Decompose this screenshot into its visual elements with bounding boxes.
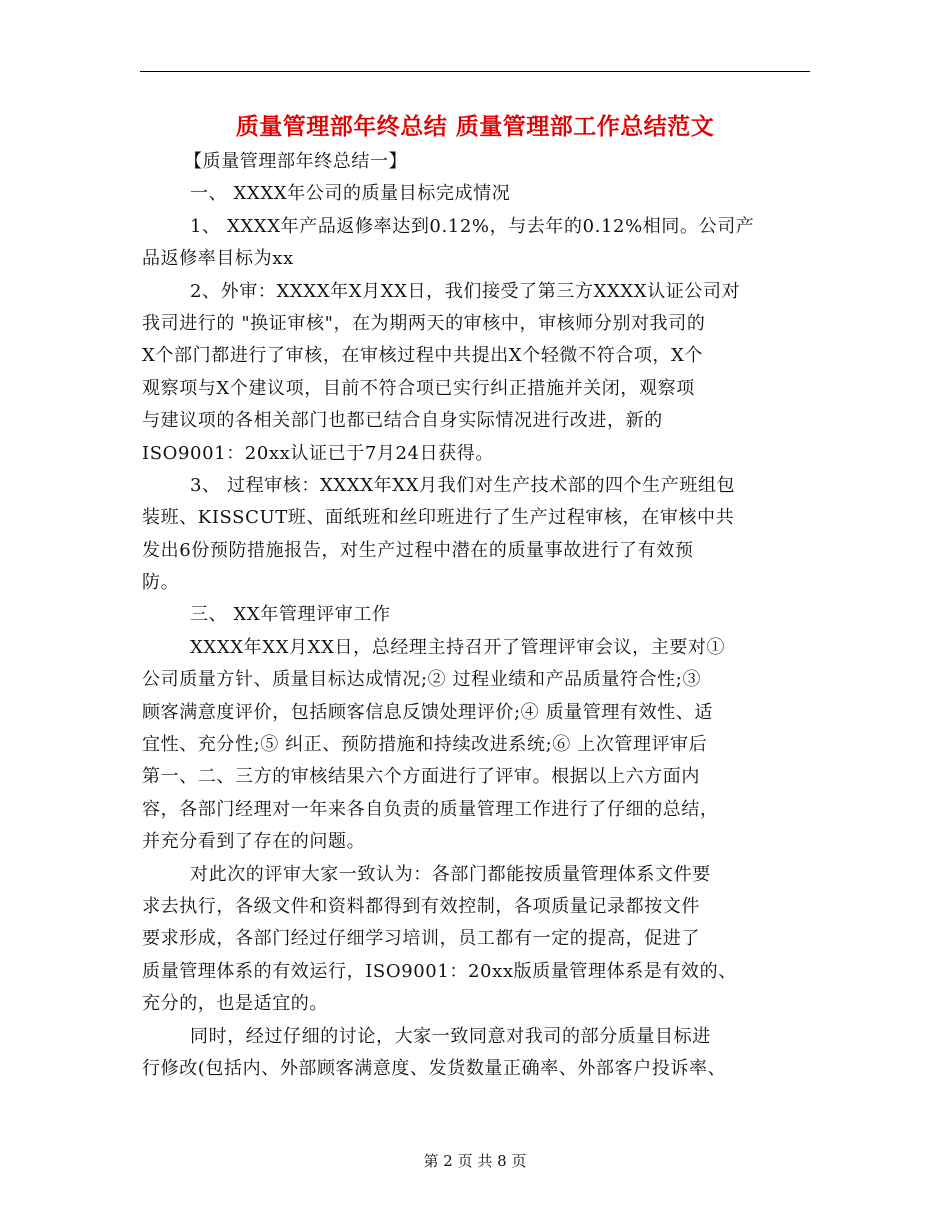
header-rule xyxy=(140,71,810,72)
paragraph-line: 充分的，也是适宜的。 xyxy=(142,993,328,1015)
paragraph-line: 顾客满意度评价，包括顾客信息反馈处理评价;④ 质量管理有效性、适 xyxy=(142,701,713,723)
paragraph-line: ISO9001：20xx认证已于7月24日获得。 xyxy=(142,442,494,464)
paragraph-line: XXXX年XX月XX日，总经理主持召开了管理评审会议，主要对① xyxy=(190,636,726,658)
document-body xyxy=(142,146,814,1085)
paragraph-line: 装班、KISSCUT班、面纸班和丝印班进行了生产过程审核，在审核中共 xyxy=(142,507,735,529)
document-title: 质量管理部年终总结 质量管理部工作总结范文 xyxy=(235,114,715,140)
paragraph-line: 求去执行，各级文件和资料都得到有效控制，各项质量记录都按文件 xyxy=(142,895,700,917)
section-heading: 【质量管理部年终总结一】 xyxy=(184,151,408,172)
paragraph-line: 公司质量方针、质量目标达成情况;② 过程业绩和产品质量符合性;③ xyxy=(142,669,702,691)
subsection-heading: 一、 XXXX年公司的质量目标完成情况 xyxy=(190,183,511,205)
paragraph-line: 质量管理体系的有效运行，ISO9001：20xx版质量管理体系是有效的、 xyxy=(142,960,737,982)
paragraph-line: 2、外审：XXXX年X月XX日，我们接受了第三方XXXX认证公司对 xyxy=(190,280,741,302)
paragraph-line: 同时，经过仔细的讨论，大家一致同意对我司的部分质量目标进 xyxy=(190,1025,711,1047)
paragraph-line: 1、 XXXX年产品返修率达到0.12%，与去年的0.12%相同。公司产 xyxy=(190,215,755,237)
paragraph-line: 品返修率目标为xx xyxy=(142,248,294,270)
paragraph-line: 我司进行的 "换证审核"，在为期两天的审核中，审核师分别对我司的 xyxy=(142,312,706,334)
paragraph-line: 并充分看到了存在的问题。 xyxy=(142,831,366,853)
subsection-heading: 三、 XX年管理评审工作 xyxy=(190,604,391,626)
paragraph-line: 防。 xyxy=(142,572,180,594)
paragraph-line: 与建议项的各相关部门也都已结合自身实际情况进行改进，新的 xyxy=(142,410,663,432)
paragraph-line: 要求形成，各部门经过仔细学习培训，员工都有一定的提高，促进了 xyxy=(142,928,700,950)
paragraph-line: 3、 过程审核：XXXX年XX月我们对生产技术部的四个生产班组包 xyxy=(190,474,736,496)
paragraph-line: 第一、二、三方的审核结果六个方面进行了评审。根据以上六方面内 xyxy=(142,766,700,788)
page-number: 第 2 页 共 8 页 xyxy=(423,1152,527,1170)
paragraph-line: 发出6份预防措施报告，对生产过程中潜在的质量事故进行了有效预 xyxy=(142,539,694,561)
paragraph-line: 观察项与X个建议项，目前不符合项已实行纠正措施并关闭，观察项 xyxy=(142,377,695,399)
paragraph-line: X个部门都进行了审核，在审核过程中共提出X个轻微不符合项，X个 xyxy=(142,345,704,367)
paragraph-line: 对此次的评审大家一致认为：各部门都能按质量管理体系文件要 xyxy=(190,863,711,885)
paragraph-line: 容，各部门经理对一年来各自负责的质量管理工作进行了仔细的总结， xyxy=(142,798,719,820)
paragraph-line: 行修改(包括内、外部顾客满意度、发货数量正确率、外部客户投诉率、 xyxy=(142,1057,727,1079)
paragraph-line: 宜性、充分性;⑤ 纠正、预防措施和持续改进系统;⑥ 上次管理评审后 xyxy=(142,734,708,756)
